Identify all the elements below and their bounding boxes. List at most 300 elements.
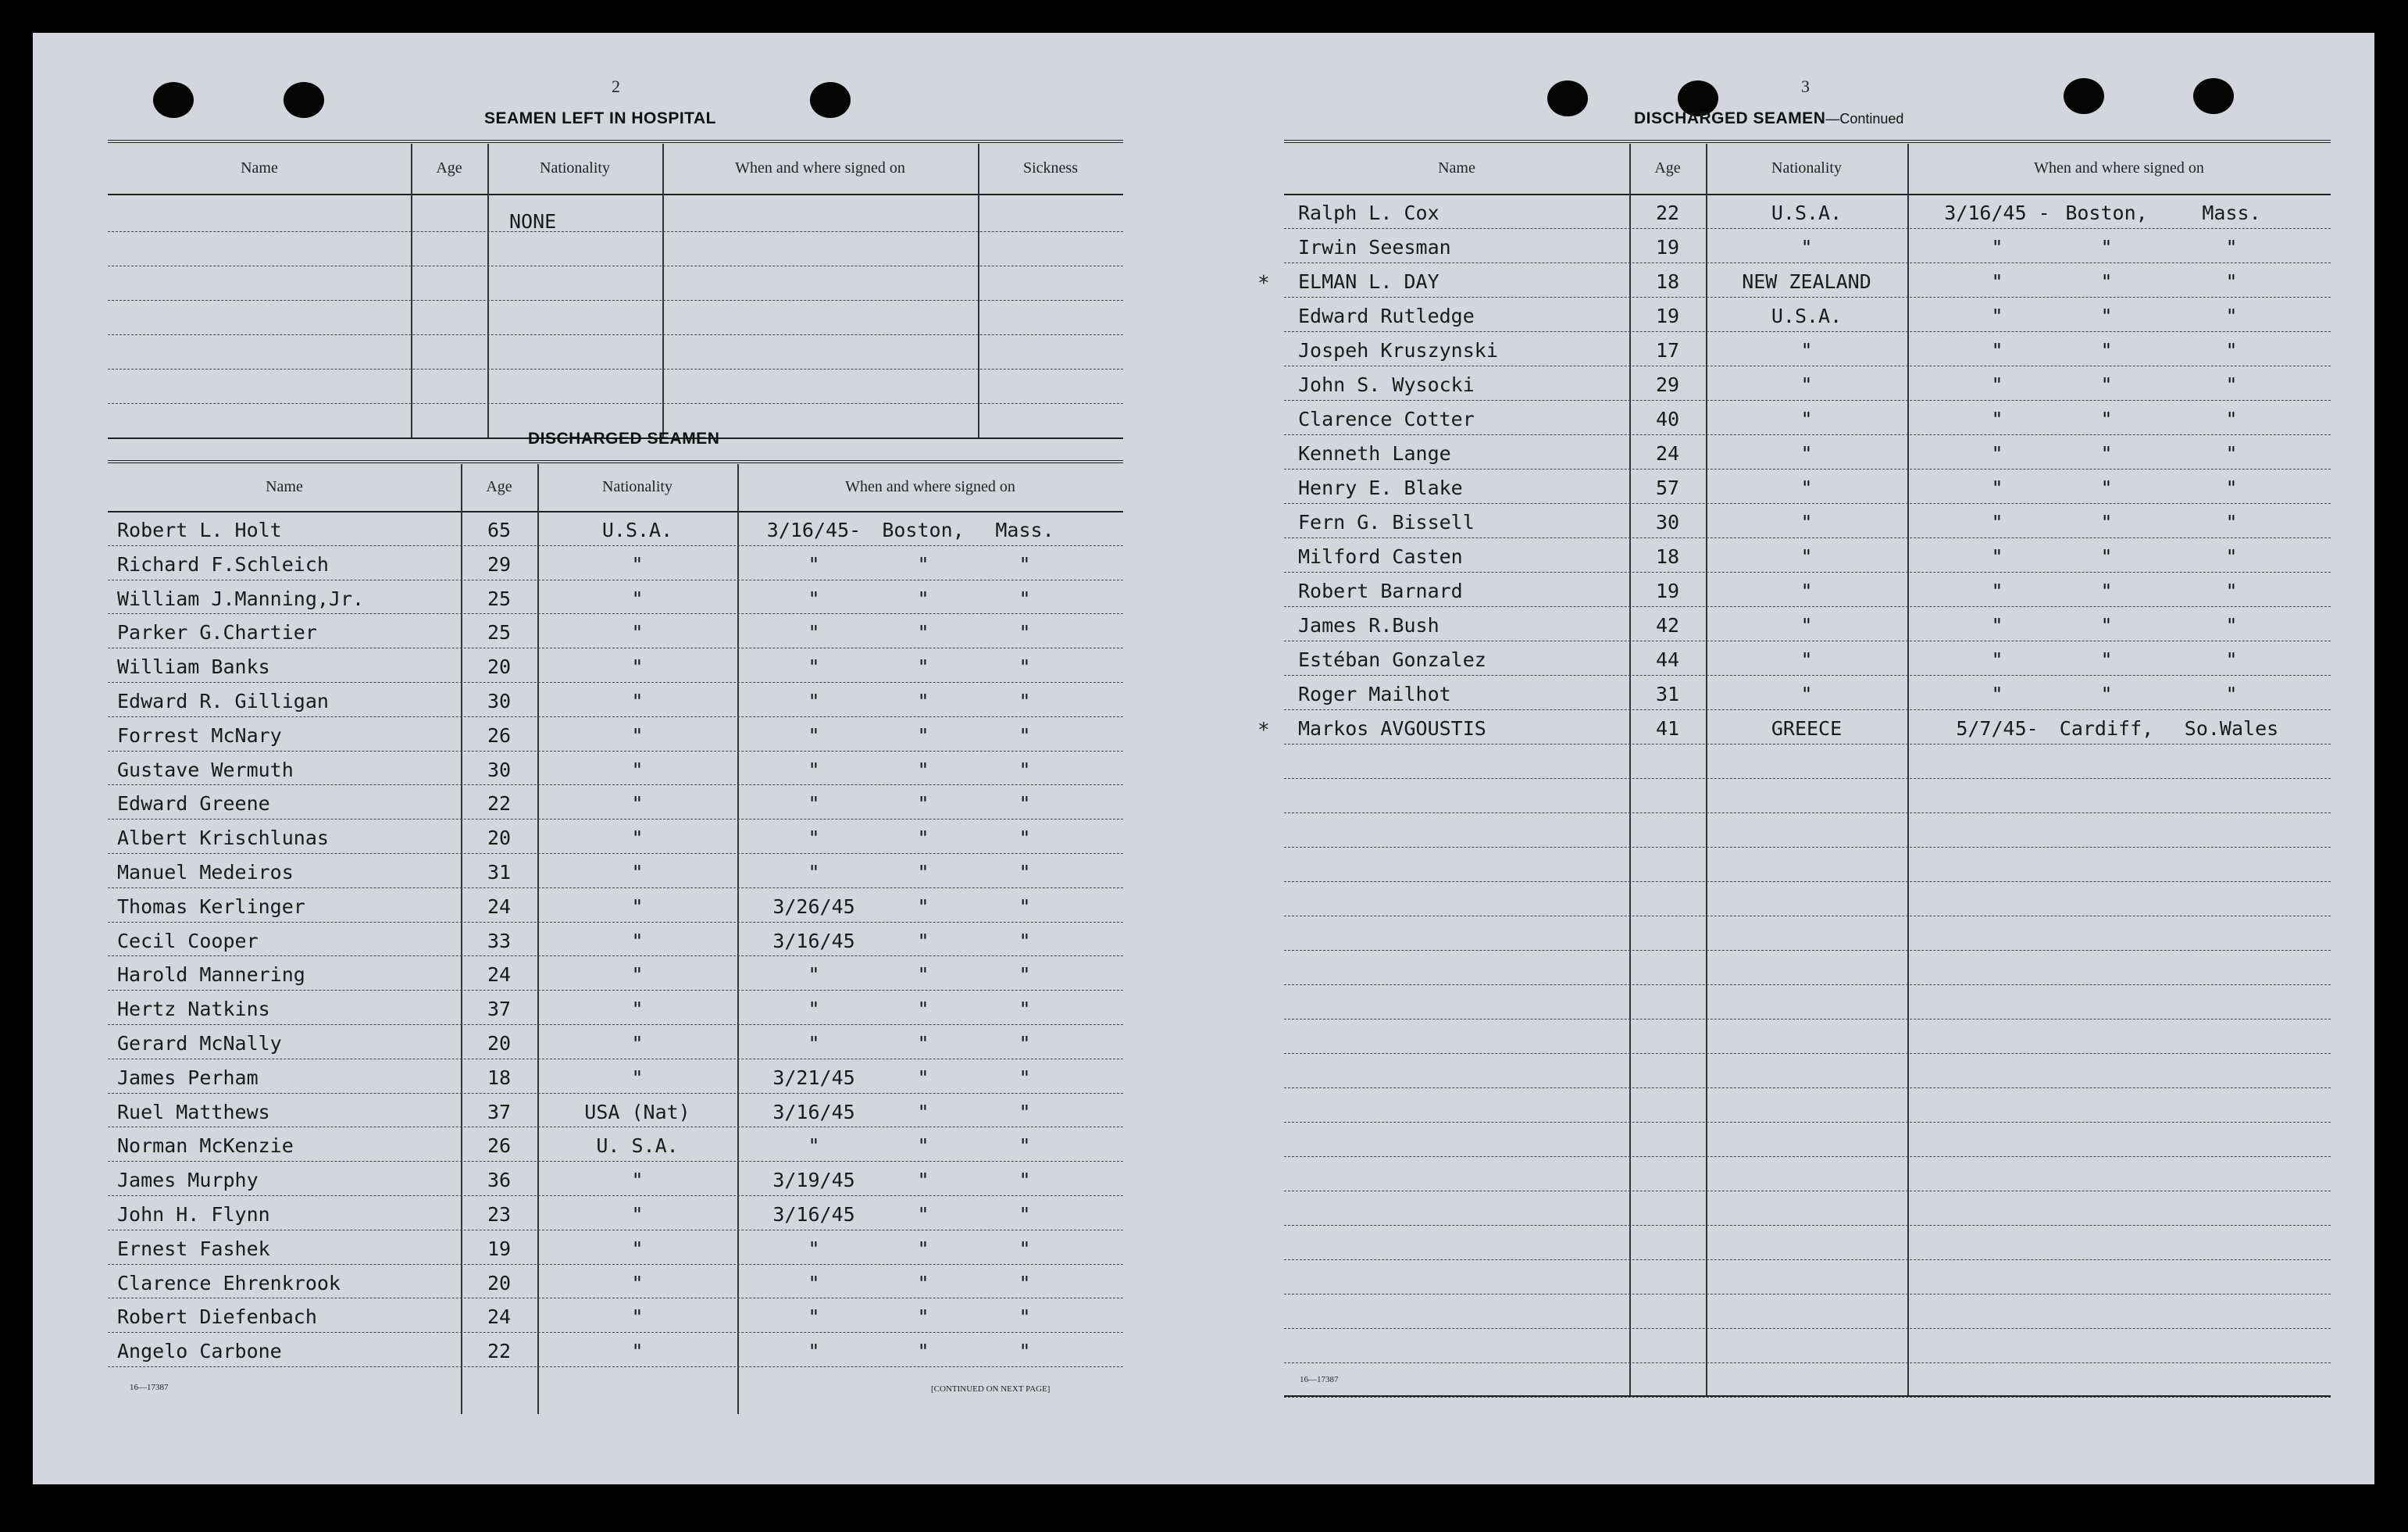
seaman-age: 19	[487, 1237, 512, 1260]
signed-on-state: "	[2225, 648, 2238, 671]
row-rule	[1284, 1259, 2331, 1260]
signed-on-date: "	[808, 553, 820, 576]
seaman-age: 29	[487, 553, 512, 576]
signed-on-place: "	[2100, 614, 2113, 637]
col-header-signed-on: When and where signed on	[2034, 159, 2204, 177]
row-rule	[108, 613, 1123, 614]
signed-on-date: "	[1991, 614, 2003, 637]
signed-on-place: "	[2100, 442, 2113, 465]
signed-on-state: "	[1018, 621, 1031, 644]
seaman-age: 42	[1655, 614, 1680, 637]
row-rule	[1284, 812, 2331, 813]
seaman-nationality: "	[631, 930, 644, 952]
signed-on-date: "	[808, 1272, 820, 1295]
seaman-age: 30	[487, 690, 512, 712]
seaman-age: 24	[1655, 442, 1680, 465]
page-number-right: 3	[1801, 77, 1810, 96]
signed-on-state: "	[2225, 305, 2238, 327]
seaman-name: Milford Casten	[1298, 545, 1463, 568]
seaman-age: 24	[487, 1305, 512, 1328]
signed-on-date: "	[808, 655, 820, 678]
signed-on-place: "	[2100, 270, 2113, 293]
row-rule	[1284, 1053, 2331, 1054]
title-text: DISCHARGED SEAMEN	[1634, 109, 1826, 127]
signed-on-place: "	[917, 621, 929, 644]
seaman-nationality: "	[631, 1203, 644, 1226]
signed-on-state: Mass.	[995, 519, 1054, 541]
seaman-nationality: "	[1800, 614, 1813, 637]
signed-on-date: "	[808, 1305, 820, 1328]
col-header-signed-on: When and where signed on	[735, 159, 905, 177]
signed-on-date: 3/26/45	[772, 895, 855, 918]
punch-hole	[2064, 78, 2104, 114]
seaman-name: John H. Flynn	[117, 1203, 270, 1226]
signed-on-place: "	[917, 690, 929, 712]
title-suffix: —Continued	[1825, 111, 1904, 127]
signed-on-date: "	[808, 998, 820, 1020]
seaman-name: Clarence Ehrenkrook	[117, 1272, 341, 1295]
seaman-nationality: "	[1800, 339, 1813, 362]
seaman-nationality: "	[631, 621, 644, 644]
row-rule	[108, 922, 1123, 923]
signed-on-place: "	[917, 1169, 929, 1191]
signed-on-place: "	[2100, 545, 2113, 568]
seaman-nationality: "	[631, 861, 644, 884]
signed-on-date: "	[1991, 511, 2003, 534]
row-rule	[108, 990, 1123, 991]
signed-on-date: "	[1991, 545, 2003, 568]
signed-on-state: "	[1018, 930, 1031, 952]
signed-on-state: "	[1018, 1066, 1031, 1089]
row-rule	[1284, 847, 2331, 848]
seaman-age: 24	[487, 963, 512, 986]
signed-on-state: "	[2225, 408, 2238, 430]
row-rule	[1284, 434, 2331, 435]
row-rule	[108, 716, 1123, 717]
seaman-age: 18	[1655, 545, 1680, 568]
row-rule	[1284, 1362, 2331, 1363]
seaman-age: 25	[487, 587, 512, 610]
signed-on-place: "	[917, 963, 929, 986]
seaman-nationality: "	[631, 1032, 644, 1055]
row-rule	[108, 887, 1123, 888]
punch-hole	[810, 82, 851, 118]
seaman-name: Markos AVGOUSTIS	[1298, 717, 1486, 740]
signed-on-state: "	[1018, 895, 1031, 918]
seaman-nationality: U. S.A.	[596, 1134, 679, 1157]
seaman-name: Robert L. Holt	[117, 519, 282, 541]
signed-on-state: "	[1018, 1101, 1031, 1123]
signed-on-place: "	[917, 792, 929, 815]
signed-on-place: "	[917, 1101, 929, 1123]
row-rule	[108, 1195, 1123, 1196]
signed-on-state: "	[2225, 511, 2238, 534]
seaman-name: Gustave Wermuth	[117, 759, 294, 781]
seaman-nationality: "	[631, 1066, 644, 1089]
signed-on-date: "	[808, 861, 820, 884]
seaman-age: 20	[487, 655, 512, 678]
seaman-name: James R.Bush	[1298, 614, 1439, 637]
form-number-left: 16—17387	[130, 1383, 169, 1392]
seaman-name: Fern G. Bissell	[1298, 511, 1475, 534]
signed-on-place: "	[2100, 236, 2113, 259]
row-rule	[1284, 503, 2331, 504]
row-rule	[1284, 469, 2331, 470]
signed-on-date: "	[808, 759, 820, 781]
row-rule	[1284, 606, 2331, 607]
row-rule	[1284, 1328, 2331, 1329]
seaman-age: 25	[487, 621, 512, 644]
seaman-nationality: "	[631, 690, 644, 712]
signed-on-date: "	[808, 1134, 820, 1157]
seaman-age: 31	[1655, 683, 1680, 705]
signed-on-state: "	[1018, 655, 1031, 678]
signed-on-place: "	[917, 1237, 929, 1260]
signed-on-place: "	[917, 587, 929, 610]
seaman-name: Kenneth Lange	[1298, 442, 1451, 465]
signed-on-place: "	[2100, 477, 2113, 499]
signed-on-state: "	[1018, 1032, 1031, 1055]
seaman-nationality: "	[631, 587, 644, 610]
seaman-name: Henry E. Blake	[1298, 477, 1463, 499]
seaman-name: James Murphy	[117, 1169, 259, 1191]
signed-on-place: Boston,	[2065, 202, 2148, 224]
punch-hole	[2193, 78, 2234, 114]
row-rule	[1284, 1019, 2331, 1020]
signed-on-date: "	[1991, 442, 2003, 465]
row-rule	[108, 853, 1123, 854]
row-rule	[108, 1366, 1123, 1367]
seaman-age: 20	[487, 827, 512, 849]
signed-on-date: "	[808, 1340, 820, 1362]
seaman-nationality: NEW ZEALAND	[1742, 270, 1871, 293]
row-rule	[1284, 400, 2331, 401]
seaman-age: 57	[1655, 477, 1680, 499]
row-rule	[1284, 572, 2331, 573]
signed-on-date: "	[1991, 339, 2003, 362]
seaman-name: Ruel Matthews	[117, 1101, 270, 1123]
seaman-nationality: "	[1800, 580, 1813, 602]
seaman-nationality: "	[631, 655, 644, 678]
hospital-section-title: SEAMEN LEFT IN HOSPITAL	[484, 109, 716, 127]
signed-on-state: "	[1018, 1237, 1031, 1260]
punch-hole	[1547, 80, 1588, 116]
form-number-right: 16—17387	[1300, 1375, 1339, 1384]
row-rule	[108, 682, 1123, 683]
seaman-age: 41	[1655, 717, 1680, 740]
signed-on-date: "	[808, 1237, 820, 1260]
signed-on-state: "	[2225, 683, 2238, 705]
punch-hole	[153, 82, 194, 118]
row-rule	[108, 1093, 1123, 1094]
asterisk-mark: *	[1258, 272, 1270, 295]
seaman-nationality: "	[631, 1169, 644, 1191]
signed-on-place: "	[917, 724, 929, 747]
signed-on-date: 3/19/45	[772, 1169, 855, 1191]
signed-on-place: "	[2100, 648, 2113, 671]
seaman-nationality: "	[631, 1305, 644, 1328]
signed-on-state: "	[1018, 998, 1031, 1020]
signed-on-place: "	[917, 1134, 929, 1157]
seaman-age: 24	[487, 895, 512, 918]
signed-on-state: "	[1018, 587, 1031, 610]
signed-on-state: "	[2225, 236, 2238, 259]
seaman-name: Edward R. Gilligan	[117, 690, 329, 712]
seaman-age: 17	[1655, 339, 1680, 362]
seaman-age: 40	[1655, 408, 1680, 430]
seaman-nationality: "	[1800, 477, 1813, 499]
col-header-nationality: Nationality	[602, 478, 672, 495]
signed-on-place: "	[2100, 305, 2113, 327]
signed-on-date: "	[1991, 580, 2003, 602]
row-rule	[108, 545, 1123, 546]
signed-on-state: "	[1018, 1169, 1031, 1191]
row-rule	[1284, 675, 2331, 676]
seaman-name: Cecil Cooper	[117, 930, 259, 952]
signed-on-date: "	[1991, 408, 2003, 430]
col-header-age: Age	[1654, 159, 1681, 177]
col-header-age: Age	[436, 159, 462, 177]
signed-on-place: "	[917, 998, 929, 1020]
signed-on-date: "	[808, 587, 820, 610]
signed-on-date: "	[808, 724, 820, 747]
seaman-nationality: "	[631, 759, 644, 781]
signed-on-state: "	[1018, 759, 1031, 781]
col-header-sickness: Sickness	[1023, 159, 1078, 177]
seaman-nationality: GREECE	[1771, 717, 1843, 740]
seaman-age: 44	[1655, 648, 1680, 671]
seaman-name: Estéban Gonzalez	[1298, 648, 1486, 671]
signed-on-place: "	[917, 930, 929, 952]
seaman-nationality: "	[631, 1237, 644, 1260]
seaman-nationality: "	[631, 963, 644, 986]
seaman-name: Edward Greene	[117, 792, 270, 815]
seaman-age: 22	[487, 792, 512, 815]
seaman-name: Jospeh Kruszynski	[1298, 339, 1498, 362]
row-rule	[1284, 984, 2331, 985]
signed-on-place: "	[917, 861, 929, 884]
signed-on-state: "	[1018, 963, 1031, 986]
signed-on-place: "	[917, 1203, 929, 1226]
signed-on-date: "	[1991, 236, 2003, 259]
signed-on-date: "	[1991, 373, 2003, 396]
discharged-section-title: DISCHARGED SEAMEN	[528, 430, 720, 448]
signed-on-state: "	[2225, 339, 2238, 362]
seaman-name: Parker G.Chartier	[117, 621, 317, 644]
seaman-name: Norman McKenzie	[117, 1134, 294, 1157]
seaman-nationality: "	[1800, 373, 1813, 396]
signed-on-date: "	[1991, 477, 2003, 499]
signed-on-place: "	[917, 1340, 929, 1362]
row-rule	[108, 784, 1123, 785]
row-rule	[1284, 537, 2331, 538]
page-number-left: 2	[612, 77, 620, 96]
seaman-nationality: "	[631, 553, 644, 576]
seaman-nationality: "	[631, 1272, 644, 1295]
seaman-age: 18	[1655, 270, 1680, 293]
seaman-name: Hertz Natkins	[117, 998, 270, 1020]
signed-on-place: Boston,	[882, 519, 965, 541]
row-rule	[1284, 228, 2331, 229]
row-rule	[1284, 881, 2331, 882]
signed-on-date: "	[1991, 683, 2003, 705]
signed-on-state: So.Wales	[2184, 717, 2279, 740]
seaman-nationality: "	[631, 895, 644, 918]
signed-on-place: "	[917, 759, 929, 781]
seaman-name: Roger Mailhot	[1298, 683, 1451, 705]
seaman-age: 65	[487, 519, 512, 541]
signed-on-place: "	[2100, 511, 2113, 534]
signed-on-place: Cardiff,	[2059, 717, 2154, 740]
seaman-age: 37	[487, 1101, 512, 1123]
signed-on-date: 3/16/45	[772, 1101, 855, 1123]
row-rule	[1284, 331, 2331, 332]
signed-on-state: "	[2225, 477, 2238, 499]
seaman-nationality: "	[1800, 511, 1813, 534]
seaman-age: 20	[487, 1272, 512, 1295]
row-rule	[1284, 709, 2331, 710]
row-rule	[108, 955, 1123, 956]
discharged-continued-title	[1634, 109, 1903, 128]
signed-on-state: "	[2225, 373, 2238, 396]
seaman-nationality: "	[631, 724, 644, 747]
signed-on-date: "	[1991, 305, 2003, 327]
continued-note: [CONTINUED ON NEXT PAGE]	[931, 1384, 1051, 1394]
signed-on-date: 3/16/45	[772, 930, 855, 952]
signed-on-state: "	[2225, 614, 2238, 637]
row-rule	[1284, 262, 2331, 263]
seaman-name: Ernest Fashek	[117, 1237, 270, 1260]
seaman-age: 20	[487, 1032, 512, 1055]
seaman-age: 33	[487, 930, 512, 952]
seaman-name: Ralph L. Cox	[1298, 202, 1439, 224]
seaman-age: 26	[487, 1134, 512, 1157]
seaman-name: Edward Rutledge	[1298, 305, 1475, 327]
seaman-age: 30	[487, 759, 512, 781]
seaman-age: 36	[487, 1169, 512, 1191]
signed-on-state: "	[1018, 1272, 1031, 1295]
signed-on-place: "	[917, 1305, 929, 1328]
seaman-name: Clarence Cotter	[1298, 408, 1475, 430]
seaman-name: Angelo Carbone	[117, 1340, 282, 1362]
seaman-age: 19	[1655, 580, 1680, 602]
signed-on-state: Mass.	[2202, 202, 2261, 224]
seaman-age: 37	[487, 998, 512, 1020]
seaman-age: 18	[487, 1066, 512, 1089]
row-rule	[1284, 1087, 2331, 1088]
signed-on-date: 3/16/45-	[766, 519, 862, 541]
signed-on-place: "	[917, 895, 929, 918]
hospital-entry: NONE	[509, 210, 557, 233]
seaman-nationality: "	[1800, 442, 1813, 465]
seaman-name: William J.Manning,Jr.	[117, 587, 365, 610]
signed-on-date: 5/7/45-	[1956, 717, 2039, 740]
signed-on-date: "	[808, 963, 820, 986]
signed-on-state: "	[1018, 792, 1031, 815]
seaman-name: Robert Diefenbach	[117, 1305, 317, 1328]
seaman-name: ELMAN L. DAY	[1298, 270, 1439, 293]
seaman-age: 30	[1655, 511, 1680, 534]
row-rule	[1284, 1156, 2331, 1157]
signed-on-state: "	[1018, 724, 1031, 747]
seaman-age: 23	[487, 1203, 512, 1226]
signed-on-state: "	[2225, 270, 2238, 293]
row-rule	[108, 1332, 1123, 1333]
signed-on-date: 3/16/45 -	[1944, 202, 2050, 224]
signed-on-state: "	[2225, 580, 2238, 602]
seaman-name: Richard F.Schleich	[117, 553, 329, 576]
signed-on-state: "	[1018, 1340, 1031, 1362]
col-header-age: Age	[486, 478, 512, 495]
signed-on-state: "	[1018, 827, 1031, 849]
signed-on-state: "	[2225, 545, 2238, 568]
seaman-name: Thomas Kerlinger	[117, 895, 305, 918]
seaman-nationality: "	[631, 1340, 644, 1362]
seaman-age: 19	[1655, 236, 1680, 259]
signed-on-date: "	[808, 1032, 820, 1055]
signed-on-date: "	[808, 792, 820, 815]
signed-on-date: "	[808, 621, 820, 644]
signed-on-state: "	[1018, 1134, 1031, 1157]
row-rule	[1284, 1225, 2331, 1226]
seaman-name: Albert Krischlunas	[117, 827, 329, 849]
row-rule	[1284, 778, 2331, 779]
signed-on-place: "	[2100, 373, 2113, 396]
col-header-signed-on: When and where signed on	[845, 478, 1015, 495]
signed-on-date: 3/16/45	[772, 1203, 855, 1226]
row-rule	[108, 819, 1123, 820]
row-rule	[1284, 1397, 2331, 1398]
seaman-nationality: "	[1800, 545, 1813, 568]
row-rule	[1284, 1294, 2331, 1295]
row-rule	[1284, 1122, 2331, 1123]
signed-on-date: "	[1991, 270, 2003, 293]
row-rule	[1284, 950, 2331, 951]
seaman-age: 29	[1655, 373, 1680, 396]
seaman-name: Gerard McNally	[117, 1032, 282, 1055]
signed-on-state: "	[1018, 861, 1031, 884]
seaman-nationality: USA (Nat)	[584, 1101, 690, 1123]
row-rule	[1284, 297, 2331, 298]
seaman-age: 26	[487, 724, 512, 747]
seaman-nationality: U.S.A.	[1771, 305, 1843, 327]
seaman-name: Harold Mannering	[117, 963, 305, 986]
row-rule	[1284, 744, 2331, 745]
asterisk-mark: *	[1258, 719, 1270, 742]
seaman-nationality: U.S.A.	[1771, 202, 1843, 224]
seaman-name: John S. Wysocki	[1298, 373, 1475, 396]
signed-on-place: "	[917, 1032, 929, 1055]
seaman-nationality: "	[1800, 648, 1813, 671]
signed-on-date: 3/21/45	[772, 1066, 855, 1089]
signed-on-state: "	[1018, 1305, 1031, 1328]
seaman-name: James Perham	[117, 1066, 259, 1089]
seaman-age: 22	[1655, 202, 1680, 224]
seaman-nationality: "	[1800, 408, 1813, 430]
seaman-nationality: "	[631, 998, 644, 1020]
signed-on-place: "	[917, 1272, 929, 1295]
signed-on-date: "	[808, 827, 820, 849]
seaman-name: Forrest McNary	[117, 724, 282, 747]
signed-on-place: "	[2100, 339, 2113, 362]
signed-on-place: "	[2100, 580, 2113, 602]
signed-on-place: "	[917, 827, 929, 849]
col-header-name: Name	[1438, 159, 1475, 177]
row-rule	[108, 1024, 1123, 1025]
row-rule	[108, 751, 1123, 752]
signed-on-date: "	[808, 690, 820, 712]
seaman-age: 19	[1655, 305, 1680, 327]
